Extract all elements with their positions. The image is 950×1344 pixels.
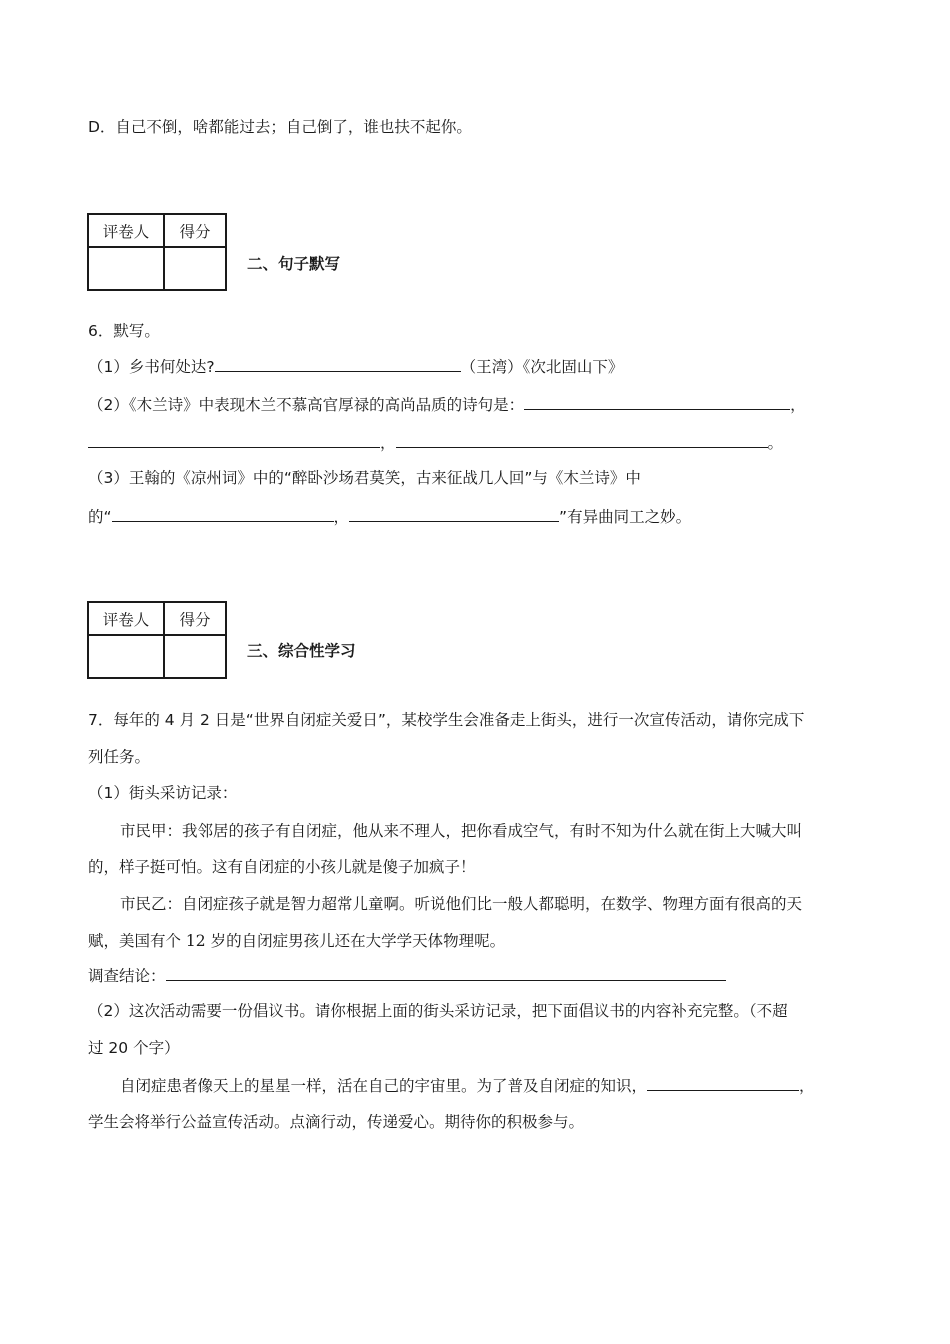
score-cell[interactable] <box>164 247 226 290</box>
q7-sub2-line2: 过 20 个字） <box>88 1039 180 1057</box>
q7-citizen-b-line1: 市民乙：自闭症孩子就是智力超常儿童啊。听说他们比一般人都聪明，在数学、物理方面有很高的天 <box>120 895 803 913</box>
q6-part3-line2 <box>88 506 691 527</box>
q6-part3-line1: （3）王翰的《凉州词》中的“醉卧沙场君莫笑，古来征战几人回”与《木兰诗》中 <box>88 469 641 487</box>
q6-part2-period: 。 <box>767 434 784 452</box>
q7-proposal-text: 自闭症患者像天上的星星一样，活在自己的宇宙里。为了普及自闭症的知识， <box>120 1077 648 1095</box>
score-table-section-2 <box>87 213 227 291</box>
q6-part3-answer-blank-1[interactable] <box>112 506 334 522</box>
q7-citizen-b-line2: 赋，美国有个 12 岁的自闭症男孩儿还在大学学天体物理呢。 <box>88 932 506 950</box>
reviewer-cell[interactable] <box>88 247 164 290</box>
section-2-title: 二、句子默写 <box>247 255 341 273</box>
q7-proposal-comma: ， <box>799 1077 815 1095</box>
q7-citizen-a-line2: 的，样子挺可怕。这有自闭症的小孩儿就是傻子加疯子！ <box>88 858 476 876</box>
q6-part3-quote-open: 的“ <box>88 508 112 526</box>
score-header: 得分 <box>164 602 226 635</box>
q6-part2-answer-blank-1[interactable] <box>524 394 790 410</box>
q7-proposal-line2: 学生会将举行公益宣传活动。点滴行动，传递爱心。期待你的积极参与。 <box>88 1113 585 1131</box>
q7-sub1-title: （1）街头采访记录： <box>88 784 238 802</box>
score-cell[interactable] <box>164 635 226 678</box>
q6-part2 <box>88 394 806 415</box>
q6-part2-continued <box>88 432 783 453</box>
score-header: 得分 <box>164 214 226 247</box>
q7-stem-line1: 7．每年的 4 月 2 日是“世界自闭症关爱日”，某校学生会准备走上街头，进行一次宣传活动，请你完成下 <box>88 711 805 729</box>
section-3-title: 三、综合性学习 <box>247 642 356 660</box>
q6-part2-comma-1: ， <box>790 396 806 414</box>
q6-part3-answer-blank-2[interactable] <box>349 506 559 522</box>
q6-part1-source: （王湾）《次北固山下》 <box>460 358 624 376</box>
score-table-section-3 <box>87 601 227 679</box>
q7-sub2-line1: （2）这次活动需要一份倡议书。请你根据上面的街头采访记录，把下面倡议书的内容补充完整。（不超 <box>88 1002 788 1020</box>
q6-stem: 6．默写。 <box>88 322 160 340</box>
q6-part2-comma-2: ， <box>380 434 396 452</box>
q6-part1-answer-blank[interactable] <box>215 356 461 372</box>
q7-stem-line2: 列任务。 <box>88 748 151 766</box>
q6-part1 <box>88 356 623 377</box>
option-d: D．自己不倒，啥都能过去；自己倒了，谁也扶不起你。 <box>88 118 472 136</box>
q6-part2-answer-blank-3[interactable] <box>396 432 768 448</box>
q7-conclusion <box>88 965 726 986</box>
q7-conclusion-answer-blank[interactable] <box>166 965 726 981</box>
q6-part3-end: ”有异曲同工之妙。 <box>559 508 692 526</box>
reviewer-header: 评卷人 <box>88 214 164 247</box>
q6-part1-prompt: （1）乡书何处达? <box>88 358 215 376</box>
reviewer-cell[interactable] <box>88 635 164 678</box>
reviewer-header: 评卷人 <box>88 602 164 635</box>
q7-conclusion-label: 调查结论： <box>88 967 166 985</box>
q6-part2-answer-blank-2[interactable] <box>88 432 380 448</box>
q6-part3-comma: ， <box>333 508 350 526</box>
q7-proposal-line1 <box>120 1075 815 1096</box>
q7-citizen-a-line1: 市民甲：我邻居的孩子有自闭症，他从来不理人，把你看成空气，有时不知为什么就在街上大喊大叫 <box>120 822 803 840</box>
q7-proposal-answer-blank[interactable] <box>647 1075 799 1091</box>
q6-part2-prompt: （2）《木兰诗》中表现木兰不慕高官厚禄的高尚品质的诗句是： <box>88 396 525 414</box>
